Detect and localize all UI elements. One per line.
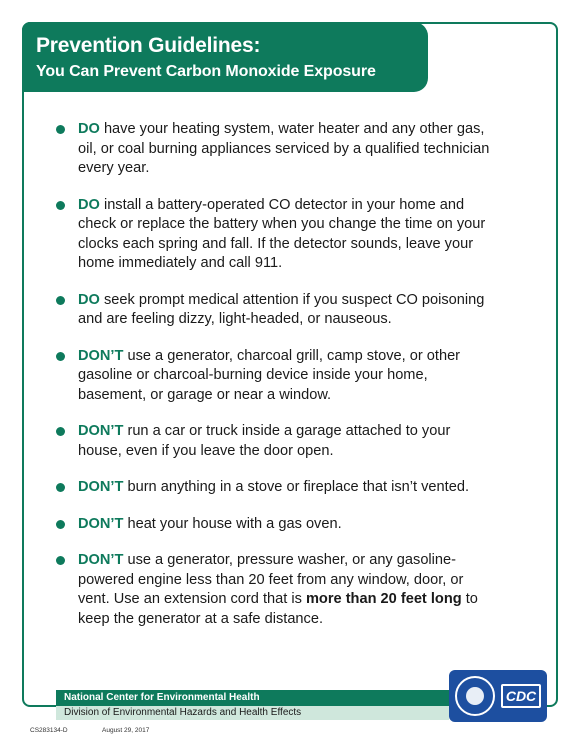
guidelines-list — [56, 120, 496, 646]
item-text: run a car or truck inside a garage attached to your house, even if you leave the door open. — [78, 423, 451, 459]
page-subtitle: You Can Prevent Carbon Monoxide Exposure — [36, 63, 376, 80]
keyword: DO — [78, 196, 100, 213]
bullet-icon — [56, 556, 65, 565]
item-text: burn anything in a stove or fireplace that isn’t vented. — [123, 479, 469, 495]
list-item — [56, 120, 496, 179]
item-text: install a battery-operated CO detector in your home and check or replace the battery when you change the time on your clocks each spring and fall. If the detector sounds, leave your home immediately and call 911. — [78, 196, 486, 271]
header-banner — [22, 22, 428, 92]
agency-logos — [449, 670, 547, 722]
list-item — [56, 196, 496, 274]
hhs-seal-icon — [455, 676, 495, 716]
bullet-icon — [56, 201, 65, 210]
list-item — [56, 515, 496, 535]
footer-band — [56, 690, 449, 720]
keyword: DON’T — [78, 479, 124, 495]
document-code: CS283134-D — [30, 727, 68, 734]
item-text: have your heating system, water heater and any other gas, oil, or coal burning appliances serviced by a qualified technician every year. — [78, 121, 490, 176]
document-date: August 29, 2017 — [102, 727, 150, 734]
keyword: DON’T — [78, 347, 124, 364]
bullet-icon — [56, 427, 65, 436]
footer-division-name: Division of Environmental Hazards and Health Effects — [56, 706, 449, 720]
keyword: DO — [78, 121, 100, 137]
bullet-icon — [56, 520, 65, 529]
list-item — [56, 478, 496, 498]
footer-center-name: National Center for Environmental Health — [56, 690, 449, 705]
bullet-icon — [56, 352, 65, 361]
list-item — [56, 347, 496, 406]
item-text: heat your house with a gas oven. — [123, 515, 342, 532]
list-item — [56, 422, 496, 461]
bullet-icon — [56, 483, 65, 492]
cdc-logo: CDC — [501, 684, 541, 708]
item-text: seek prompt medical attention if you suspect CO poisoning and are feeling dizzy, light-headed, or nauseous. — [78, 291, 485, 327]
item-text: use a generator, pressure washer, or any gasoline-powered engine less than 20 feet from any window, door, or vent. Use an extension cord that is — [78, 552, 464, 607]
list-item — [56, 551, 496, 629]
bullet-icon — [56, 296, 65, 305]
page-title: Prevention Guidelines: — [36, 34, 261, 57]
item-text-tail: to keep the generator at a safe distance. — [78, 591, 478, 627]
keyword: DO — [78, 291, 100, 308]
item-bold-text: more than 20 feet long — [305, 591, 462, 607]
keyword: DON’T — [78, 423, 124, 439]
list-item — [56, 291, 496, 330]
bullet-icon — [56, 125, 65, 134]
keyword: DON’T — [78, 515, 124, 532]
item-text: use a generator, charcoal grill, camp stove, or other gasoline or charcoal-burning device inside your home, basement, or garage or near a window. — [78, 347, 461, 403]
keyword: DON’T — [78, 552, 124, 568]
